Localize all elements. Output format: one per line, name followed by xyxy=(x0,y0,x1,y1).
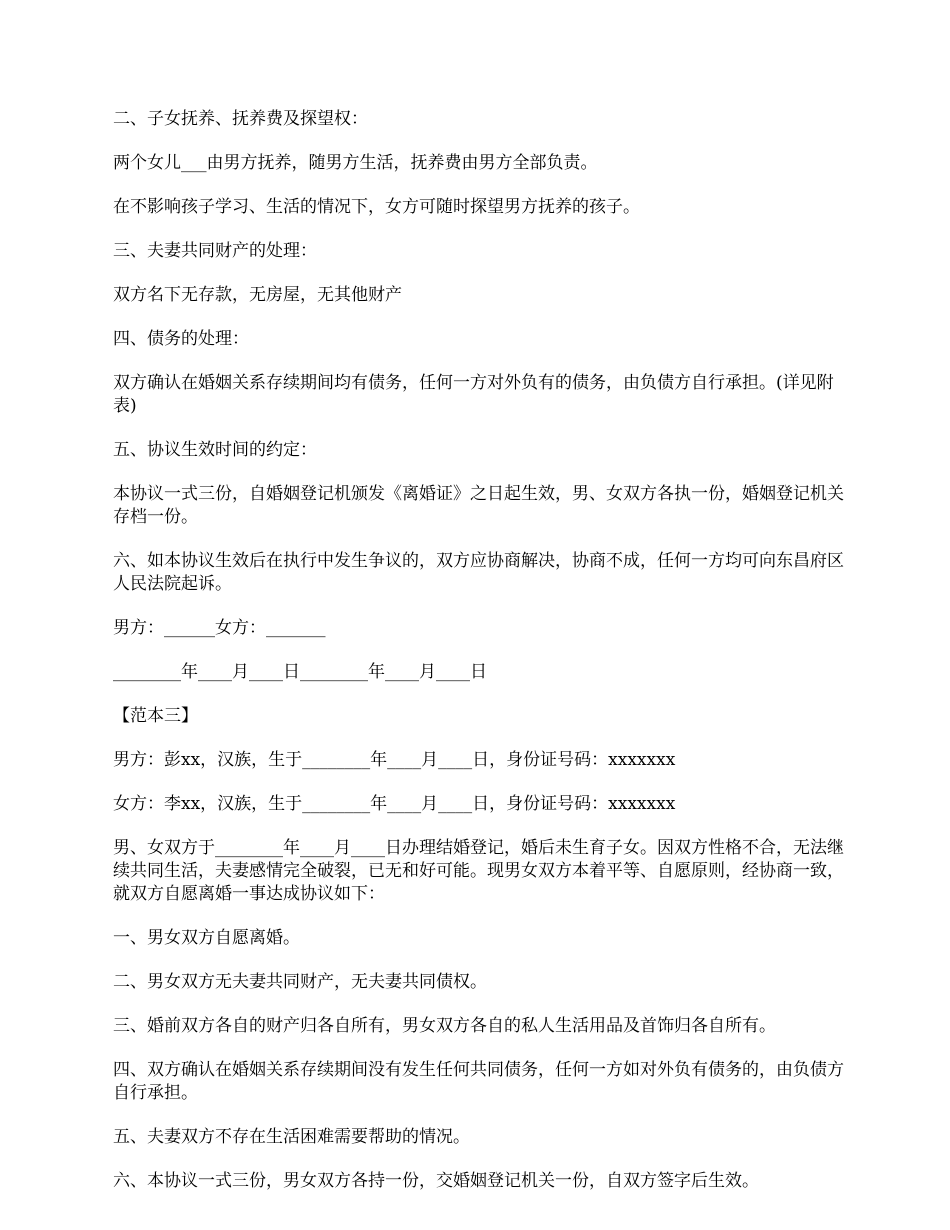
clause-two-property: 二、男女双方无夫妻共同财产，无夫妻共同债权。 xyxy=(113,972,487,992)
date-line: ________年____月____日________年____月____日 xyxy=(113,662,487,682)
clause-five-hardship: 五、夫妻双方不存在生活困难需要帮助的情况。 xyxy=(113,1127,470,1147)
paragraph-marriage-background: 男、女双方于________年____月____日办理结婚登记，婚后未生育子女。因双方性格不合，无法继续共同生活，夫妻感情完全破裂，已无和好可能。现男女双方本着平等、自愿原则，经协商一致，就双方自愿离婚一事达成协议如下： xyxy=(113,838,844,904)
section-heading-debts: 四、债务的处理： xyxy=(113,329,249,349)
paragraph-custody-terms: 两个女儿___由男方抚养，随男方生活，抚养费由男方全部负责。 xyxy=(113,153,598,173)
paragraph-dispute-resolution: 六、如本协议生效后在执行中发生争议的，双方应协商解决，协商不成，任何一方均可向东昌府区人民法院起诉。 xyxy=(113,551,844,594)
section-heading-effective-date: 五、协议生效时间的约定： xyxy=(113,440,317,460)
paragraph-effective-terms: 本协议一式三份，自婚姻登记机颁发《离婚证》之日起生效，男、女双方各执一份，婚姻登记机关存档一份。 xyxy=(113,484,844,527)
clause-four-debts: 四、双方确认在婚姻关系存续期间没有发生任何共同债务，任何一方如对外负有债务的，由负债方自行承担。 xyxy=(113,1060,844,1103)
party-female-info: 女方：李xx，汉族，生于________年____月____日，身份证号码：xxxxxxx xyxy=(113,794,676,814)
paragraph-property-terms: 双方名下无存款，无房屋，无其他财产 xyxy=(113,285,402,305)
signature-line: 男方：______女方：_______ xyxy=(113,618,326,638)
section-heading-child-custody: 二、子女抚养、抚养费及探望权： xyxy=(113,109,368,129)
paragraph-visitation-rights: 在不影响孩子学习、生活的情况下，女方可随时探望男方抚养的孩子。 xyxy=(113,197,640,217)
clause-six-copies: 六、本协议一式三份，男女双方各持一份，交婚姻登记机关一份，自双方签字后生效。 xyxy=(113,1171,759,1191)
template-three-heading: 【范本三】 xyxy=(113,706,198,726)
party-male-info: 男方：彭xx，汉族，生于________年____月____日，身份证号码：xxxxxxx xyxy=(113,750,676,770)
clause-three-premarital-property: 三、婚前双方各自的财产归各自所有，男女双方各自的私人生活用品及首饰归各自所有。 xyxy=(113,1016,776,1036)
section-heading-joint-property: 三、夫妻共同财产的处理： xyxy=(113,241,317,261)
clause-one-divorce: 一、男女双方自愿离婚。 xyxy=(113,928,300,948)
paragraph-debt-terms: 双方确认在婚姻关系存续期间均有债务，任何一方对外负有的债务，由负债方自行承担。(详见附表) xyxy=(113,373,834,416)
document-page xyxy=(113,108,853,1214)
